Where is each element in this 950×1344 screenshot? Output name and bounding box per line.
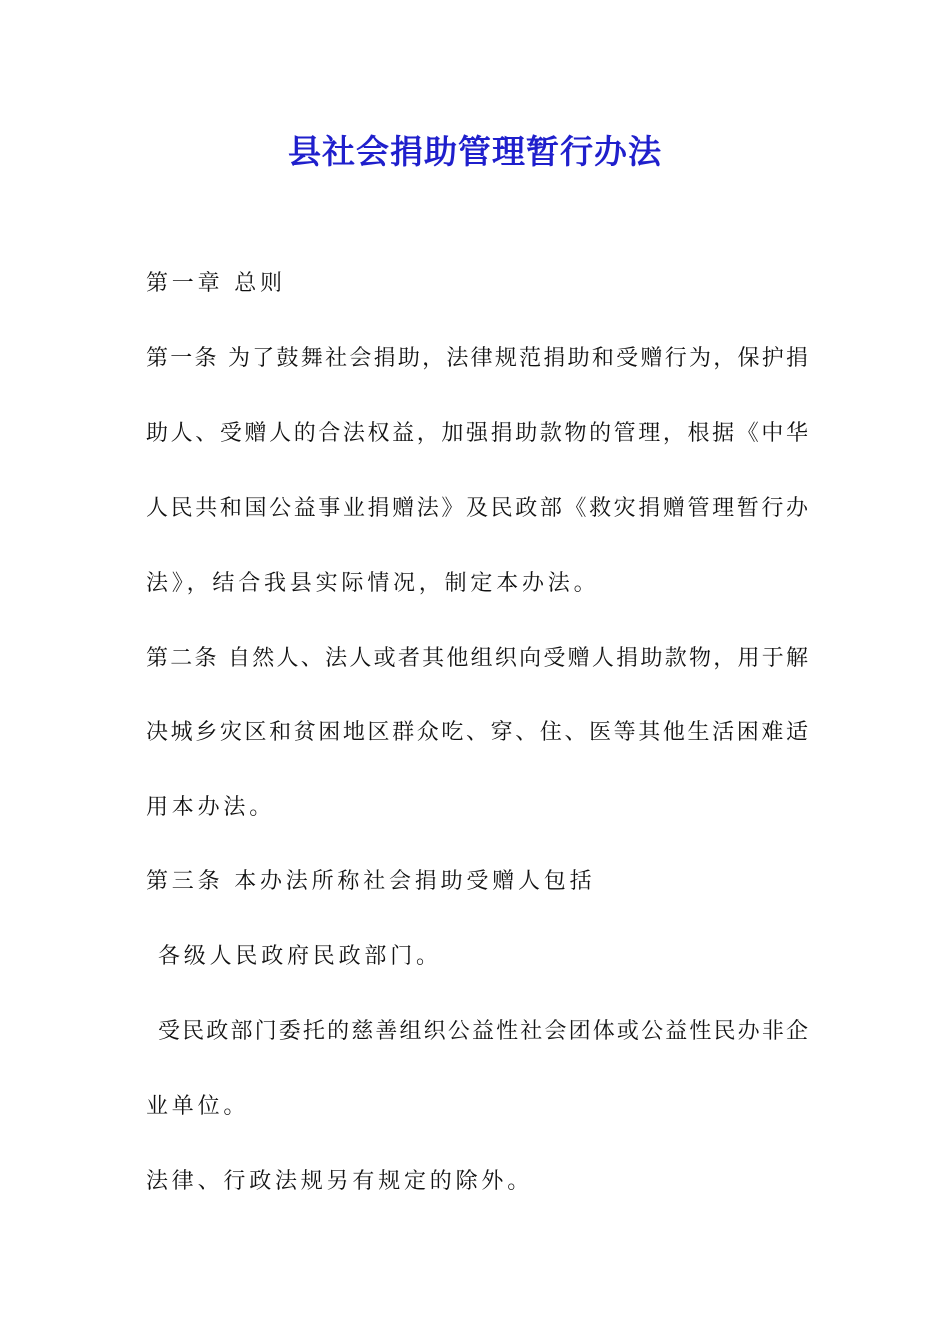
article-2-line-2: 决城乡灾区和贫困地区群众吃、穿、住、医等其他生活困难适	[146, 720, 808, 745]
article-1-line-1: 第一条 为了鼓舞社会捐助，法律规范捐助和受赠行为，保护捐	[146, 346, 808, 371]
article-2-line-1: 第二条 自然人、法人或者其他组织向受赠人捐助款物，用于解	[146, 646, 808, 671]
article-1-line-4: 法》，结合我县实际情况，制定本办法。	[146, 571, 600, 596]
article-3-line-1: 第三条 本办法所称社会捐助受赠人包括	[146, 869, 596, 894]
article-1-line-2: 助人、受赠人的合法权益，加强捐助款物的管理，根据《中华	[146, 421, 808, 446]
article-2-line-3: 用本办法。	[146, 795, 276, 820]
list-item-3: 法律、行政法规另有规定的除外。	[146, 1169, 534, 1194]
chapter-heading: 第一章 总则	[146, 271, 286, 296]
list-item-1: 各级人民政府民政部门。	[158, 944, 442, 969]
list-item-2-line-2: 业单位。	[146, 1094, 250, 1119]
document-title: 县社会捐助管理暂行办法	[288, 132, 662, 171]
article-1-line-3: 人民共和国公益事业捐赠法》及民政部《救灾捐赠管理暂行办	[146, 496, 808, 521]
list-item-2-line-1: 受民政部门委托的慈善组织公益性社会团体或公益性民办非企	[158, 1019, 808, 1044]
